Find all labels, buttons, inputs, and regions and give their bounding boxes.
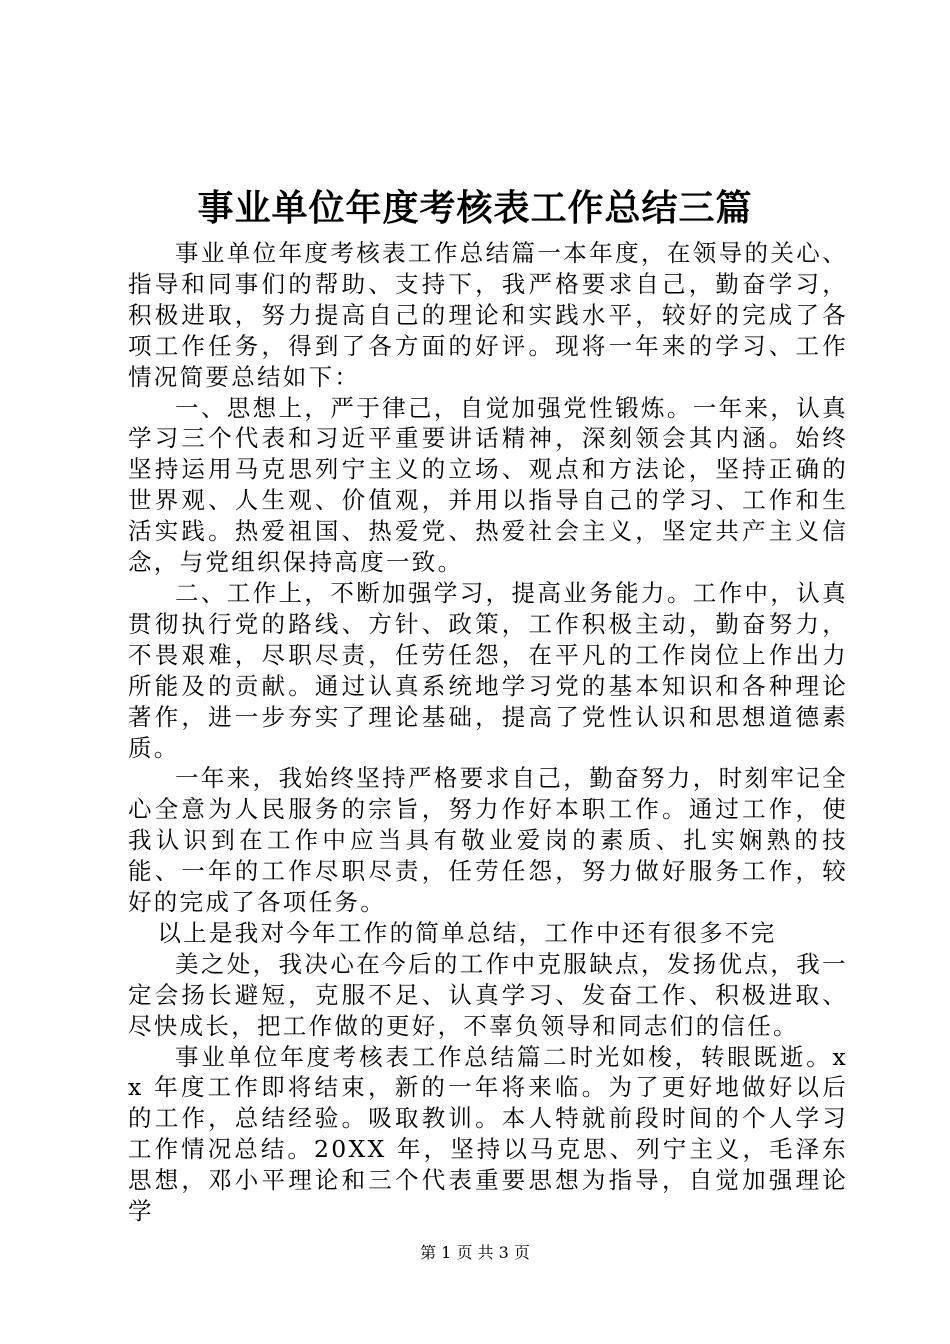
paragraph: 二、工作上，不断加强学习，提高业务能力。工作中，认真贯彻执行党的路线、方针、政策，工作积极主动，勤奋努力，不畏艰难，尽职尽责，任劳任怨，在平凡的工作岗位上作出力所能及的贡献。通过认真系统地学习党的基本知识和各种理论著作，进一步夯实了理论基础，提高了党性认识和思想道德素质。	[128, 578, 848, 762]
paragraph: 一年来，我始终坚持严格要求自己，勤奋努力，时刻牢记全心全意为人民服务的宗旨，努力作好本职工作。通过工作，使我认识到在工作中应当具有敬业爱岗的素质、扎实娴熟的技能、一年的工作尽职尽责，任劳任怨，努力做好服务工作，较好的完成了各项任务。	[128, 764, 848, 917]
document-body	[128, 238, 848, 1227]
page-number-footer: 第 1 页 共 3 页	[420, 1243, 530, 1262]
paragraph: 事业单位年度考核表工作总结篇一本年度，在领导的关心、指导和同事们的帮助、支持下，我严格要求自己，勤奋学习，积极进取，努力提高自己的理论和实践水平，较好的完成了各项工作任务，得到了各方面的好评。现将一年来的学习、工作情况简要总结如下：	[128, 239, 848, 391]
paragraph: 事业单位年度考核表工作总结篇二时光如梭，转眼既逝。xx 年度工作即将结束，新的一年将来临。为了更好地做好以后的工作，总结经验。吸取教训。本人特就前段时间的个人学习工作情况总结。20XX 年，坚持以马克思、列宁主义，毛泽东思想，邓小平理论和三个代表重要思想为指导，自觉加强理论学	[128, 1042, 848, 1226]
paragraph: 美之处，我决心在今后的工作中克服缺点，发扬优点，我一定会扬长避短，克服不足、认真学习、发奋工作、积极进取、尽快成长，把工作做的更好，不辜负领导和同志们的信任。	[128, 949, 848, 1040]
paragraph: 以上是我对今年工作的简单总结，工作中还有很多不完	[157, 918, 777, 947]
document-title: 事业单位年度考核表工作总结三篇	[197, 187, 753, 229]
paragraph: 一、思想上，严于律己，自觉加强党性锻炼。一年来，认真学习三个代表和习近平重要讲话精神，深刻领会其内涵。始终坚持运用马克思列宁主义的立场、观点和方法论，坚持正确的世界观、人生观、价值观，并用以指导自己的学习、工作和生活实践。热爱祖国、热爱党、热爱社会主义，坚定共产主义信念，与党组织保持高度一致。	[128, 393, 848, 577]
